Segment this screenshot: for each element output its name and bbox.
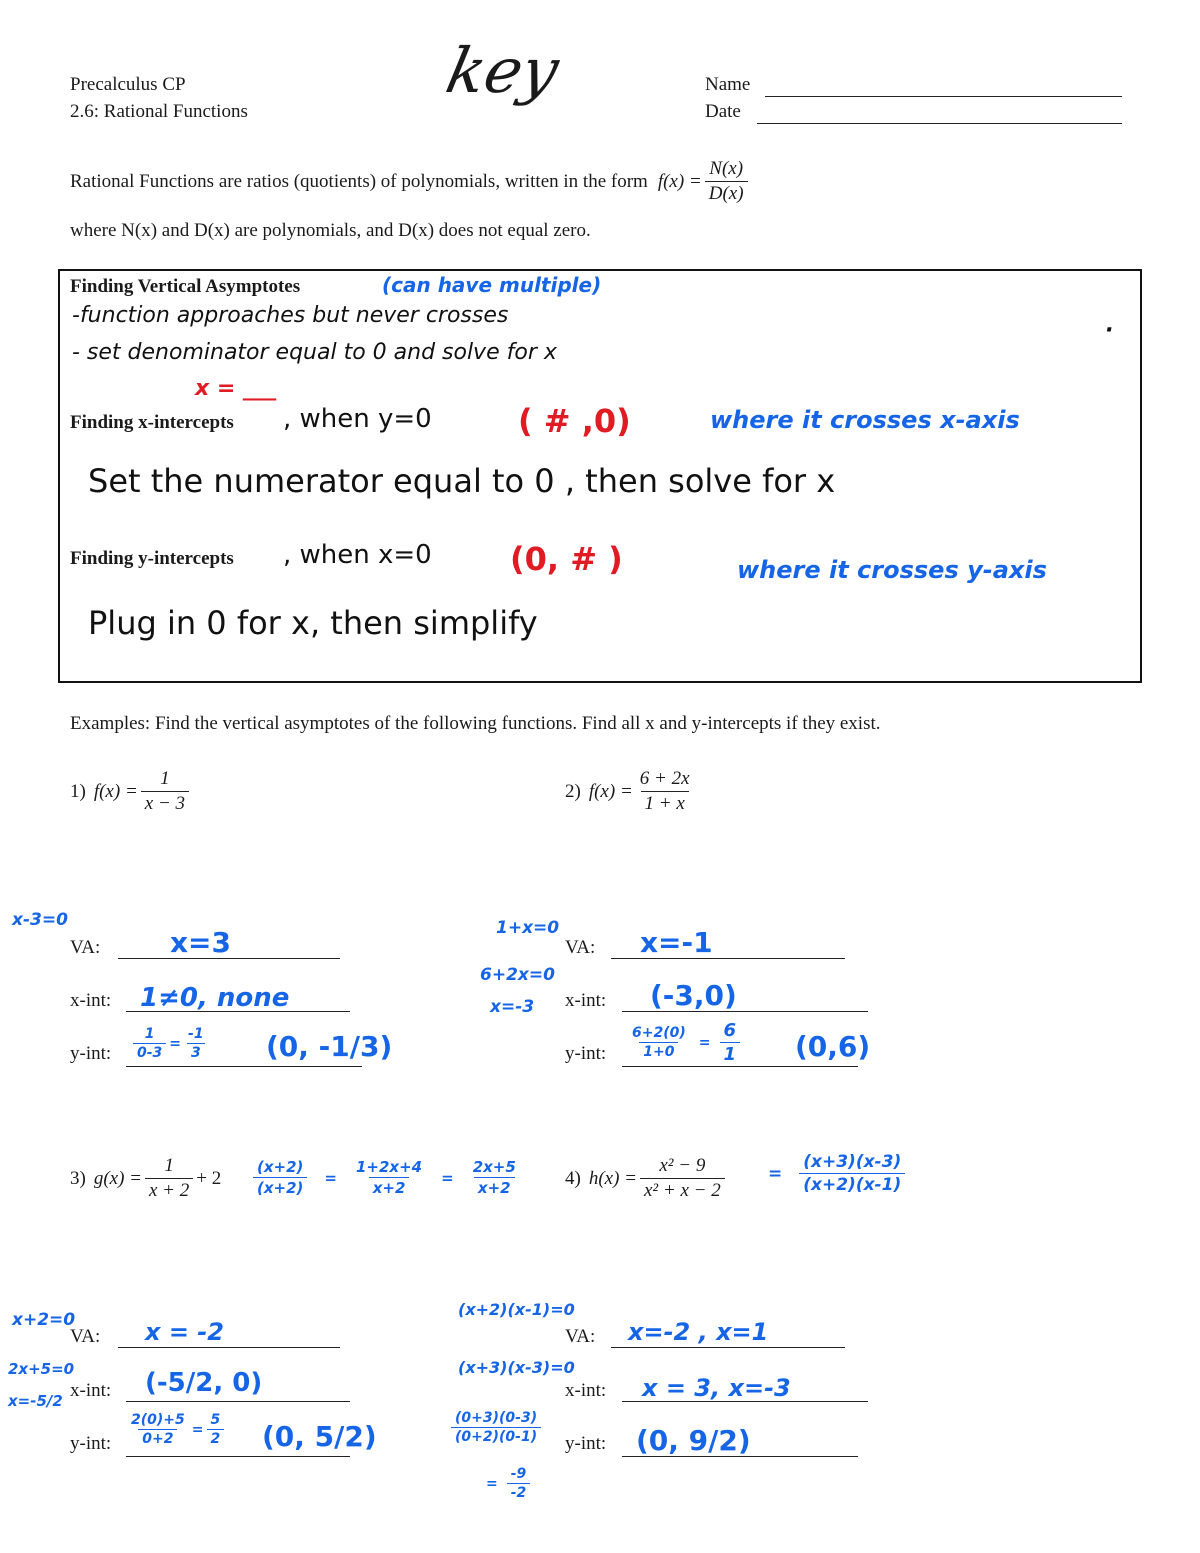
example-3-yint-value-num: 5 bbox=[210, 1412, 221, 1428]
example-1-yint-eq: = bbox=[169, 1035, 182, 1052]
example-3-result bbox=[469, 1158, 520, 1197]
example-3-va-work: x+2=0 bbox=[12, 1310, 76, 1330]
examples-prompt: Examples: Find the vertical asymptotes of the following functions. Find all x and y-intercepts if they exist. bbox=[70, 713, 881, 734]
example-1-yint-label: y-int: bbox=[70, 1043, 112, 1064]
example-2-yint-den: 1+0 bbox=[639, 1042, 678, 1060]
definition-numerator: N(x) bbox=[709, 158, 744, 179]
example-4-va-line bbox=[611, 1347, 845, 1348]
example-1-yint-answer: (0, -1/3) bbox=[266, 1030, 393, 1063]
va-rule-2: - set denominator equal to 0 and solve for x bbox=[72, 340, 557, 365]
example-4-yint-work bbox=[448, 1410, 544, 1445]
example-4-number: 4) bbox=[565, 1167, 581, 1189]
example-3-yint-eq: = bbox=[191, 1421, 204, 1438]
example-1-yint-line bbox=[126, 1066, 362, 1067]
example-2-yint-answer: (0,6) bbox=[795, 1030, 871, 1063]
example-3-number: 3) bbox=[70, 1167, 86, 1189]
example-3-simplify-work bbox=[250, 1158, 523, 1197]
example-4-factored-num: (x+3)(x-3) bbox=[803, 1152, 902, 1172]
example-3-yint-value-den: 2 bbox=[207, 1429, 225, 1447]
example-2-number: 2) bbox=[565, 780, 581, 802]
example-4-yint-result-den: -2 bbox=[507, 1483, 531, 1501]
example-3-yint-line bbox=[126, 1456, 350, 1457]
example-2-function bbox=[565, 768, 697, 815]
name-line bbox=[765, 96, 1122, 97]
example-4-factored bbox=[799, 1152, 905, 1195]
example-2-denominator: 1 + x bbox=[641, 791, 689, 815]
example-1-va-label: VA: bbox=[70, 937, 101, 958]
example-1-yint-fraction bbox=[133, 1026, 166, 1061]
example-2-va-answer: x=-1 bbox=[640, 926, 713, 959]
example-2-va-work: 1+x=0 bbox=[496, 918, 560, 938]
example-2-yint-fraction bbox=[628, 1025, 690, 1060]
example-3-eq-2: = bbox=[441, 1168, 454, 1187]
example-3-yint-label: y-int: bbox=[70, 1433, 112, 1454]
example-4-yint-num: (0+3)(0-3) bbox=[455, 1410, 538, 1426]
example-3-yint-answer: (0, 5/2) bbox=[262, 1420, 377, 1453]
example-3-multiplier bbox=[253, 1158, 307, 1197]
example-4-va-answer: x=-2 , x=1 bbox=[628, 1318, 769, 1346]
example-4-eq: = bbox=[768, 1163, 783, 1184]
example-3-yint-fraction bbox=[127, 1412, 189, 1447]
example-2-numerator: 6 + 2x bbox=[639, 768, 690, 789]
example-4-lhs: h(x) = bbox=[588, 1167, 637, 1189]
xint-note: where it crosses x-axis bbox=[710, 406, 1020, 434]
va-form: x = ___ bbox=[195, 376, 276, 401]
example-4-va-label: VA: bbox=[565, 1326, 596, 1347]
example-4-function bbox=[565, 1155, 728, 1202]
example-1-fraction bbox=[141, 768, 189, 815]
example-3-fraction bbox=[145, 1155, 193, 1202]
va-rule-1: -function approaches but never crosses bbox=[72, 303, 509, 328]
yint-when: , when x=0 bbox=[283, 540, 432, 570]
answer-key-mark: key bbox=[440, 34, 566, 107]
example-1-denominator: x − 3 bbox=[141, 791, 189, 815]
example-2-fraction bbox=[636, 768, 694, 815]
example-2-yint-line bbox=[622, 1066, 858, 1067]
example-4-factor-work bbox=[768, 1152, 908, 1195]
definition-fraction bbox=[705, 158, 748, 205]
section-title: 2.6: Rational Functions bbox=[70, 101, 248, 122]
example-3-xint-work-1: 2x+5=0 bbox=[8, 1360, 75, 1378]
example-2-yint-eq: = bbox=[698, 1034, 711, 1051]
example-1-xint-label: x-int: bbox=[70, 990, 112, 1011]
example-3-xint-work-2: x=-5/2 bbox=[8, 1392, 63, 1410]
example-3-yint-den: 0+2 bbox=[138, 1429, 177, 1447]
stray-dot: · bbox=[1105, 318, 1114, 343]
example-3-multiplier-num: (x+2) bbox=[257, 1158, 304, 1176]
date-line bbox=[757, 123, 1122, 124]
example-1-xint-answer: 1≠0, none bbox=[140, 983, 290, 1013]
example-4-fraction bbox=[640, 1155, 725, 1202]
example-3-xint-label: x-int: bbox=[70, 1380, 112, 1401]
xint-title: Finding x-intercepts bbox=[70, 412, 234, 433]
example-3-multiplier-den: (x+2) bbox=[253, 1177, 307, 1197]
example-4-yint-result bbox=[486, 1466, 533, 1501]
course-title: Precalculus CP bbox=[70, 74, 186, 95]
definition-condition: where N(x) and D(x) are polynomials, and D(x) does not equal zero. bbox=[70, 220, 591, 241]
example-4-yint-answer: (0, 9/2) bbox=[636, 1424, 751, 1457]
example-4-va-work: (x+2)(x-1)=0 bbox=[458, 1300, 575, 1319]
example-2-xint-work-1: 6+2x=0 bbox=[480, 965, 555, 985]
example-3-xint-line bbox=[126, 1401, 350, 1402]
example-3-function bbox=[70, 1155, 221, 1202]
yint-note: where it crosses y-axis bbox=[737, 556, 1047, 584]
example-4-yint-result-num: -9 bbox=[510, 1466, 527, 1482]
example-2-yint-value-den: 1 bbox=[720, 1042, 741, 1065]
definition-denominator: D(x) bbox=[705, 181, 748, 205]
va-note: (can have multiple) bbox=[382, 273, 602, 297]
example-3-va-line bbox=[118, 1347, 340, 1348]
example-4-denominator: x² + x − 2 bbox=[640, 1178, 725, 1202]
example-4-yint-den: (0+2)(0-1) bbox=[451, 1427, 541, 1445]
yint-title: Finding y-intercepts bbox=[70, 548, 234, 569]
example-3-yint-num: 2(0)+5 bbox=[131, 1412, 185, 1428]
example-1-function bbox=[70, 768, 192, 815]
example-1-yint-work bbox=[130, 1026, 211, 1061]
example-3-va-answer: x = -2 bbox=[145, 1318, 224, 1346]
example-4-yint-label: y-int: bbox=[565, 1433, 607, 1454]
definition-text: Rational Functions are ratios (quotients) of polynomials, written in the form bbox=[70, 170, 648, 192]
example-3-result-den: x+2 bbox=[474, 1177, 515, 1197]
example-3-eq-1: = bbox=[324, 1168, 337, 1187]
definition-lhs: f(x) = bbox=[657, 170, 702, 192]
definition-line bbox=[70, 158, 751, 205]
example-4-yint-result-eq: = bbox=[486, 1475, 498, 1492]
yint-point: (0, # ) bbox=[510, 540, 623, 578]
example-3-va-label: VA: bbox=[70, 1326, 101, 1347]
example-3-step-den: x+2 bbox=[369, 1177, 410, 1197]
example-4-factored-den: (x+2)(x-1) bbox=[799, 1173, 905, 1195]
xint-point: ( # ,0) bbox=[518, 402, 631, 440]
example-2-lhs: f(x) = bbox=[588, 780, 633, 802]
example-3-yint-value bbox=[207, 1412, 225, 1447]
name-label: Name bbox=[705, 74, 751, 95]
example-2-va-label: VA: bbox=[565, 937, 596, 958]
example-1-yint-value bbox=[184, 1026, 208, 1061]
example-3-lhs: g(x) = bbox=[93, 1167, 142, 1189]
example-3-step bbox=[352, 1158, 426, 1197]
xint-rule: Set the numerator equal to 0 , then solve for x bbox=[88, 462, 836, 500]
example-1-va-answer: x=3 bbox=[170, 926, 232, 959]
yint-rule: Plug in 0 for x, then simplify bbox=[88, 604, 538, 642]
example-3-plus-term: + 2 bbox=[196, 1167, 222, 1189]
example-2-yint-num: 6+2(0) bbox=[632, 1025, 686, 1041]
example-1-yint-num: 1 bbox=[144, 1026, 155, 1042]
example-1-yint-value-den: 3 bbox=[187, 1043, 205, 1061]
example-3-step-num: 1+2x+4 bbox=[355, 1158, 423, 1176]
example-2-yint-value bbox=[720, 1020, 741, 1065]
example-2-xint-answer: (-3,0) bbox=[650, 979, 737, 1012]
example-3-result-num: 2x+5 bbox=[472, 1158, 516, 1176]
example-1-va-work: x-3=0 bbox=[12, 910, 68, 930]
example-4-yint-result-fraction bbox=[507, 1466, 531, 1501]
example-4-yint-fraction bbox=[451, 1410, 541, 1445]
example-3-numerator: 1 bbox=[164, 1155, 174, 1176]
example-3-xint-answer: (-5/2, 0) bbox=[145, 1368, 263, 1398]
va-title: Finding Vertical Asymptotes bbox=[70, 276, 301, 297]
example-2-xint-label: x-int: bbox=[565, 990, 607, 1011]
example-4-numerator: x² − 9 bbox=[659, 1155, 706, 1176]
example-1-number: 1) bbox=[70, 780, 86, 802]
example-3-yint-work bbox=[124, 1412, 227, 1447]
example-4-xint-answer: x = 3, x=-3 bbox=[642, 1374, 791, 1402]
example-2-xint-work-2: x=-3 bbox=[490, 997, 535, 1017]
date-label: Date bbox=[705, 101, 741, 122]
example-1-numerator: 1 bbox=[160, 768, 170, 789]
xint-when: , when y=0 bbox=[283, 404, 432, 434]
example-1-lhs: f(x) = bbox=[93, 780, 138, 802]
example-4-xint-label: x-int: bbox=[565, 1380, 607, 1401]
example-1-yint-value-num: -1 bbox=[188, 1026, 204, 1042]
example-1-yint-den: 0-3 bbox=[133, 1043, 166, 1061]
example-4-xint-work: (x+3)(x-3)=0 bbox=[458, 1358, 575, 1377]
example-2-yint-work bbox=[625, 1020, 743, 1065]
example-2-yint-value-num: 6 bbox=[723, 1020, 737, 1041]
example-2-yint-label: y-int: bbox=[565, 1043, 607, 1064]
example-3-denominator: x + 2 bbox=[145, 1178, 193, 1202]
